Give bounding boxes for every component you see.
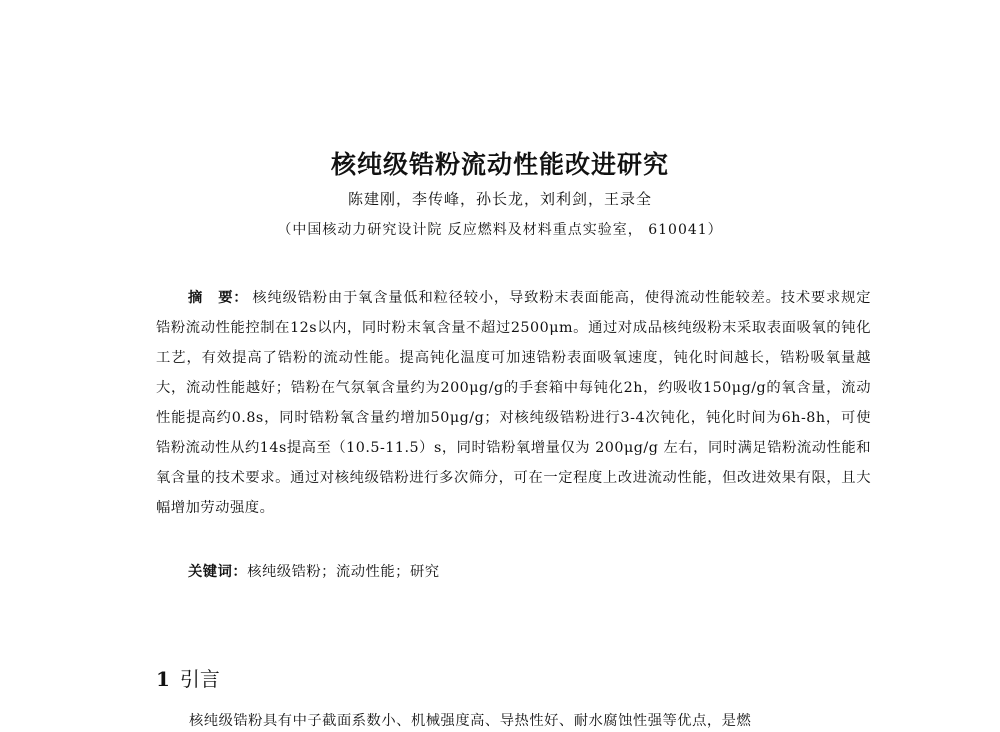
abstract-label: 摘 要： [188, 290, 249, 306]
keywords [188, 561, 868, 581]
author-list: 陈建刚，李传峰，孙长龙，刘利剑，王录全 [347, 190, 652, 208]
section-title: 引言 [179, 667, 220, 691]
paper-title: 核纯级锆粉流动性能改进研究 [330, 150, 669, 179]
abstract-text: 核纯级锆粉由于氧含量低和粒径较小，导致粉末表面能高，使得流动性能较差。技术要求规定锆粉流动性能控制在12s以内，同时粉末氧含量不超过2500μm。通过对成品核纯级粉末采取表面吸氧的钝化工艺，有效提高了锆粉的流动性能。提高钝化温度可加速锆粉表面吸氧速度，钝化时间越长，锆粉吸氧量越大，流动性能越好；锆粉在气氛氧含量约为200μg/g的手套箱中每钝化2h，约吸收150μg/g的氧含量，流动性能提高约0.8s，同时锆粉氧含量约增加50μg/g；对核纯级锆粉进行3-4次钝化，钝化时间为6h-8h，可使锆粉流动性从约14s提高至（10.5-11.5）s，同时锆粉氧增量仅为 200μg/g 左右，同时满足锆粉流动性能和氧含量的技术要求。通过对核纯级锆粉进行多次筛分，可在一定程度上改进流动性能，但改进效果有限，且大幅增加劳动强度。 [156, 290, 872, 516]
intro-paragraph: 核纯级锆粉具有中子截面系数小、机械强度高、导热性好、耐水腐蚀性强等优点，是燃 [189, 713, 752, 729]
section-heading [156, 663, 220, 692]
keywords-label: 关键词： [188, 564, 248, 580]
keywords-text: 核纯级锆粉；流动性能；研究 [247, 564, 440, 580]
section-number: 1 [156, 667, 170, 691]
abstract [156, 283, 871, 523]
affiliation: （中国核动力研究设计院 反应燃料及材料重点实验室， 610041） [277, 222, 723, 238]
